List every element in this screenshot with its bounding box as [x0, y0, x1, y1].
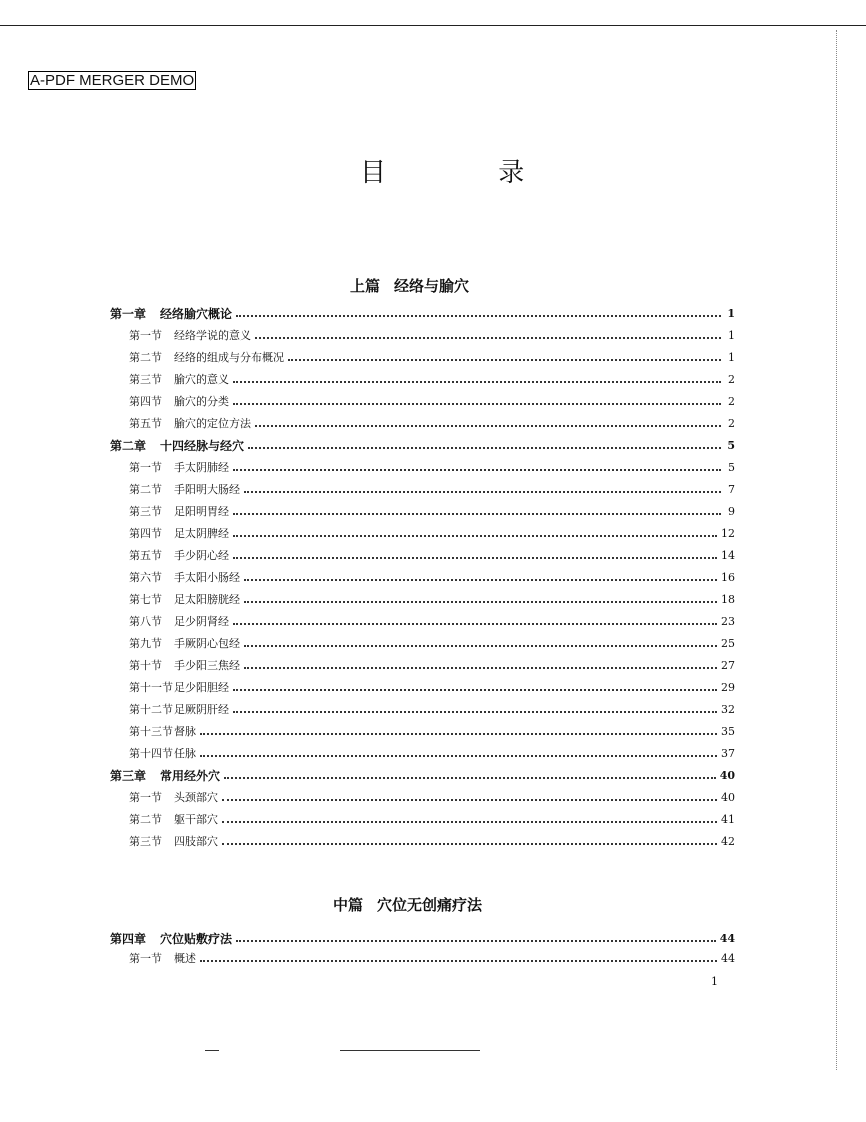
- toc-section-row[interactable]: [110, 655, 735, 675]
- toc-chapter-row[interactable]: [110, 928, 735, 948]
- toc-dot-leader: [244, 644, 717, 647]
- page-title: 目 录: [360, 158, 577, 188]
- part-heading-middle: [333, 894, 482, 915]
- toc-entry-label: [110, 930, 236, 947]
- toc-page-number: 14: [721, 548, 735, 562]
- toc-page-number: 5: [727, 438, 735, 452]
- toc-entry-title: 穴位贴敷疗法: [160, 931, 233, 946]
- toc-dot-leader: [200, 732, 717, 735]
- toc-dot-leader: [248, 446, 721, 449]
- toc-entry-number: 第四章: [110, 931, 147, 946]
- toc-entry-title: 任脉: [174, 747, 196, 760]
- toc-dot-leader: [222, 842, 717, 845]
- toc-entry-number: 第二节: [129, 351, 162, 364]
- toc-dot-leader: [244, 600, 717, 603]
- toc-section-row[interactable]: [110, 589, 735, 609]
- toc-dot-leader: [233, 710, 717, 713]
- toc-dot-leader: [233, 468, 721, 471]
- toc-entry-number: 第五节: [129, 417, 162, 430]
- toc-page-number: 2: [728, 372, 735, 386]
- toc-section-row[interactable]: [110, 523, 735, 543]
- toc-page-number: 41: [721, 812, 735, 826]
- bottom-rule: [340, 1050, 480, 1051]
- toc-section-row[interactable]: [110, 831, 735, 851]
- toc-entry-label: [129, 525, 233, 541]
- watermark-label: A-PDF MERGER DEMO: [30, 72, 195, 89]
- toc-entry-label: [129, 950, 200, 966]
- toc-page-number: 5: [728, 460, 735, 474]
- toc-entry-title: 足少阳胆经: [174, 681, 229, 694]
- toc-entry-label: [110, 767, 224, 784]
- toc-page-number: 44: [719, 931, 735, 945]
- toc-entry-label: [129, 679, 233, 695]
- toc-entry-label: [129, 635, 244, 651]
- toc-section-row[interactable]: [110, 611, 735, 631]
- toc-entry-title: 常用经外穴: [160, 768, 221, 783]
- toc-dot-leader: [233, 622, 717, 625]
- toc-page-number: 1: [728, 350, 735, 364]
- toc-dot-leader: [200, 754, 717, 757]
- toc-dot-leader: [255, 336, 721, 339]
- toc-entry-label: [129, 745, 200, 761]
- toc-entry-title: 腧穴的定位方法: [174, 417, 251, 430]
- toc-page-number: 37: [721, 746, 735, 760]
- toc-entry-title: 手阳明大肠经: [174, 483, 240, 496]
- toc-entry-number: 第五节: [129, 549, 162, 562]
- part-heading-middle-title: 穴位无创痛疗法: [377, 896, 483, 914]
- toc-section-row[interactable]: [110, 501, 735, 521]
- toc-page-number: 42: [721, 834, 735, 848]
- toc-section-row[interactable]: [110, 633, 735, 653]
- toc-entry-label: [129, 503, 233, 519]
- toc-entry-title: 四肢部穴: [174, 835, 218, 848]
- toc-dot-leader: [288, 358, 721, 361]
- toc-entry-number: 第一节: [129, 329, 162, 342]
- toc-section-row[interactable]: [110, 809, 735, 829]
- toc-page-number: 2: [728, 394, 735, 408]
- toc-entry-number: 第三节: [129, 505, 162, 518]
- toc-entry-title: 足少阴肾经: [174, 615, 229, 628]
- toc-entry-title: 概述: [174, 952, 196, 965]
- toc-page-number: 35: [721, 724, 735, 738]
- toc-entry-title: 手少阳三焦经: [174, 659, 240, 672]
- toc-entry-label: [110, 305, 236, 322]
- toc-page-number: 2: [728, 416, 735, 430]
- toc-section-row[interactable]: [110, 677, 735, 697]
- toc-entry-label: [129, 789, 222, 805]
- toc-entry-number: 第三章: [110, 768, 147, 783]
- toc-page-number: 1: [727, 306, 735, 320]
- toc-section-row[interactable]: [110, 457, 735, 477]
- toc-entry-title: 头颈部穴: [174, 791, 218, 804]
- toc-dot-leader: [244, 490, 721, 493]
- toc-dot-leader: [233, 402, 721, 405]
- toc-dot-leader: [233, 534, 717, 537]
- toc-page-number: 18: [721, 592, 735, 606]
- part-heading-upper: [350, 275, 469, 296]
- toc-entry-title: 腧穴的分类: [174, 395, 229, 408]
- toc-page-number: 27: [721, 658, 735, 672]
- toc-entry-label: [129, 481, 244, 497]
- toc-entry-label: [129, 569, 244, 585]
- toc-entry-label: [129, 723, 200, 739]
- part-heading-middle-label: 中篇: [333, 896, 364, 914]
- toc-entry-label: [129, 811, 222, 827]
- page-edge-dots: [836, 30, 837, 1070]
- toc-entry-number: 第二节: [129, 813, 162, 826]
- toc-entry-number: 第三节: [129, 835, 162, 848]
- toc-page-number: 9: [728, 504, 735, 518]
- toc-section-row[interactable]: [110, 948, 735, 968]
- toc-entry-number: 第一章: [110, 306, 147, 321]
- part-heading-upper-title: 经络与腧穴: [394, 277, 470, 295]
- toc-entry-number: 第八节: [129, 615, 162, 628]
- toc-page-number: 7: [728, 482, 735, 496]
- toc-entry-number: 第四节: [129, 395, 162, 408]
- toc-entry-number: 第二章: [110, 438, 147, 453]
- toc-entry-number: 第十三节: [129, 725, 173, 738]
- toc-dot-leader: [233, 688, 717, 691]
- toc-entry-label: [129, 349, 288, 365]
- toc-dot-leader: [236, 314, 721, 317]
- toc-section-row[interactable]: [110, 413, 735, 433]
- toc-entry-title: 十四经脉与经穴: [160, 438, 245, 453]
- toc-page-number: 44: [721, 951, 735, 965]
- toc-section-row[interactable]: [110, 567, 735, 587]
- toc-section-row[interactable]: [110, 721, 735, 741]
- toc-chapter-row[interactable]: [110, 765, 735, 785]
- toc-entry-number: 第一节: [129, 952, 162, 965]
- toc-dot-leader: [255, 424, 721, 427]
- toc-entry-label: [129, 547, 233, 563]
- toc-dot-leader: [233, 556, 717, 559]
- toc-entry-label: [129, 371, 233, 387]
- toc-entry-title: 手太阴肺经: [174, 461, 229, 474]
- toc-section-row[interactable]: [110, 743, 735, 763]
- toc-dot-leader: [244, 666, 717, 669]
- toc-entry-number: 第一节: [129, 461, 162, 474]
- toc-entry-label: [129, 591, 244, 607]
- toc-entry-label: [129, 657, 244, 673]
- toc-entry-title: 经络腧穴概论: [160, 306, 233, 321]
- toc-entry-title: 经络的组成与分布概况: [174, 351, 284, 364]
- toc-entry-number: 第二节: [129, 483, 162, 496]
- toc-entry-label: [129, 701, 233, 717]
- toc-page-number: 25: [721, 636, 735, 650]
- toc-entry-title: 经络学说的意义: [174, 329, 251, 342]
- page-number: 1: [711, 975, 718, 988]
- toc-entry-title: 足太阳膀胱经: [174, 593, 240, 606]
- toc-page-number: 23: [721, 614, 735, 628]
- toc-page-number: 12: [721, 526, 735, 540]
- toc-entry-number: 第六节: [129, 571, 162, 584]
- toc-entry-title: 足厥阴肝经: [174, 703, 229, 716]
- toc-dot-leader: [224, 776, 716, 779]
- toc-section-row[interactable]: [110, 369, 735, 389]
- toc-dot-leader: [222, 820, 717, 823]
- toc-section-row[interactable]: [110, 545, 735, 565]
- toc-page-number: 40: [721, 790, 735, 804]
- toc-entry-number: 第九节: [129, 637, 162, 650]
- toc-entry-title: 足阳明胃经: [174, 505, 229, 518]
- toc-entry-label: [110, 437, 248, 454]
- toc-section-row[interactable]: [110, 787, 735, 807]
- top-rule: [0, 25, 866, 26]
- toc-entry-number: 第十四节: [129, 747, 173, 760]
- toc-chapter-row[interactable]: [110, 435, 735, 455]
- toc-entry-number: 第三节: [129, 373, 162, 386]
- toc-dot-leader: [200, 959, 717, 962]
- toc-page-number: 16: [721, 570, 735, 584]
- toc-entry-label: [129, 833, 222, 849]
- toc-entry-title: 腧穴的意义: [174, 373, 229, 386]
- toc-entry-label: [129, 459, 233, 475]
- toc-entry-title: 足太阴脾经: [174, 527, 229, 540]
- toc-entry-number: 第四节: [129, 527, 162, 540]
- toc-entry-title: 督脉: [174, 725, 196, 738]
- toc-dot-leader: [244, 578, 717, 581]
- toc-page-number: 1: [728, 328, 735, 342]
- toc-section-row[interactable]: [110, 391, 735, 411]
- toc-entry-label: [129, 393, 233, 409]
- toc-section-row[interactable]: [110, 325, 735, 345]
- toc-entry-label: [129, 327, 255, 343]
- toc-entry-number: 第十二节: [129, 703, 173, 716]
- toc-entry-number: 第十一节: [129, 681, 173, 694]
- toc-entry-number: 第七节: [129, 593, 162, 606]
- toc-section-row[interactable]: [110, 347, 735, 367]
- toc-entry-title: 手少阴心经: [174, 549, 229, 562]
- toc-page-number: 32: [721, 702, 735, 716]
- toc-entry-title: 躯干部穴: [174, 813, 218, 826]
- toc-page-number: 40: [719, 768, 735, 782]
- toc-entry-title: 手厥阴心包经: [174, 637, 240, 650]
- toc-entry-label: [129, 415, 255, 431]
- toc-entry-label: [129, 613, 233, 629]
- toc-dot-leader: [236, 939, 716, 942]
- toc-chapter-row[interactable]: [110, 303, 735, 323]
- toc-dot-leader: [222, 798, 717, 801]
- part-heading-upper-label: 上篇: [350, 277, 381, 295]
- toc-dot-leader: [233, 512, 721, 515]
- toc-page-number: 29: [721, 680, 735, 694]
- toc-entry-number: 第一节: [129, 791, 162, 804]
- toc-section-row[interactable]: [110, 479, 735, 499]
- toc-entry-number: 第十节: [129, 659, 162, 672]
- toc-section-row[interactable]: [110, 699, 735, 719]
- toc-dot-leader: [233, 380, 721, 383]
- bottom-mark: [205, 1050, 219, 1051]
- toc-entry-title: 手太阳小肠经: [174, 571, 240, 584]
